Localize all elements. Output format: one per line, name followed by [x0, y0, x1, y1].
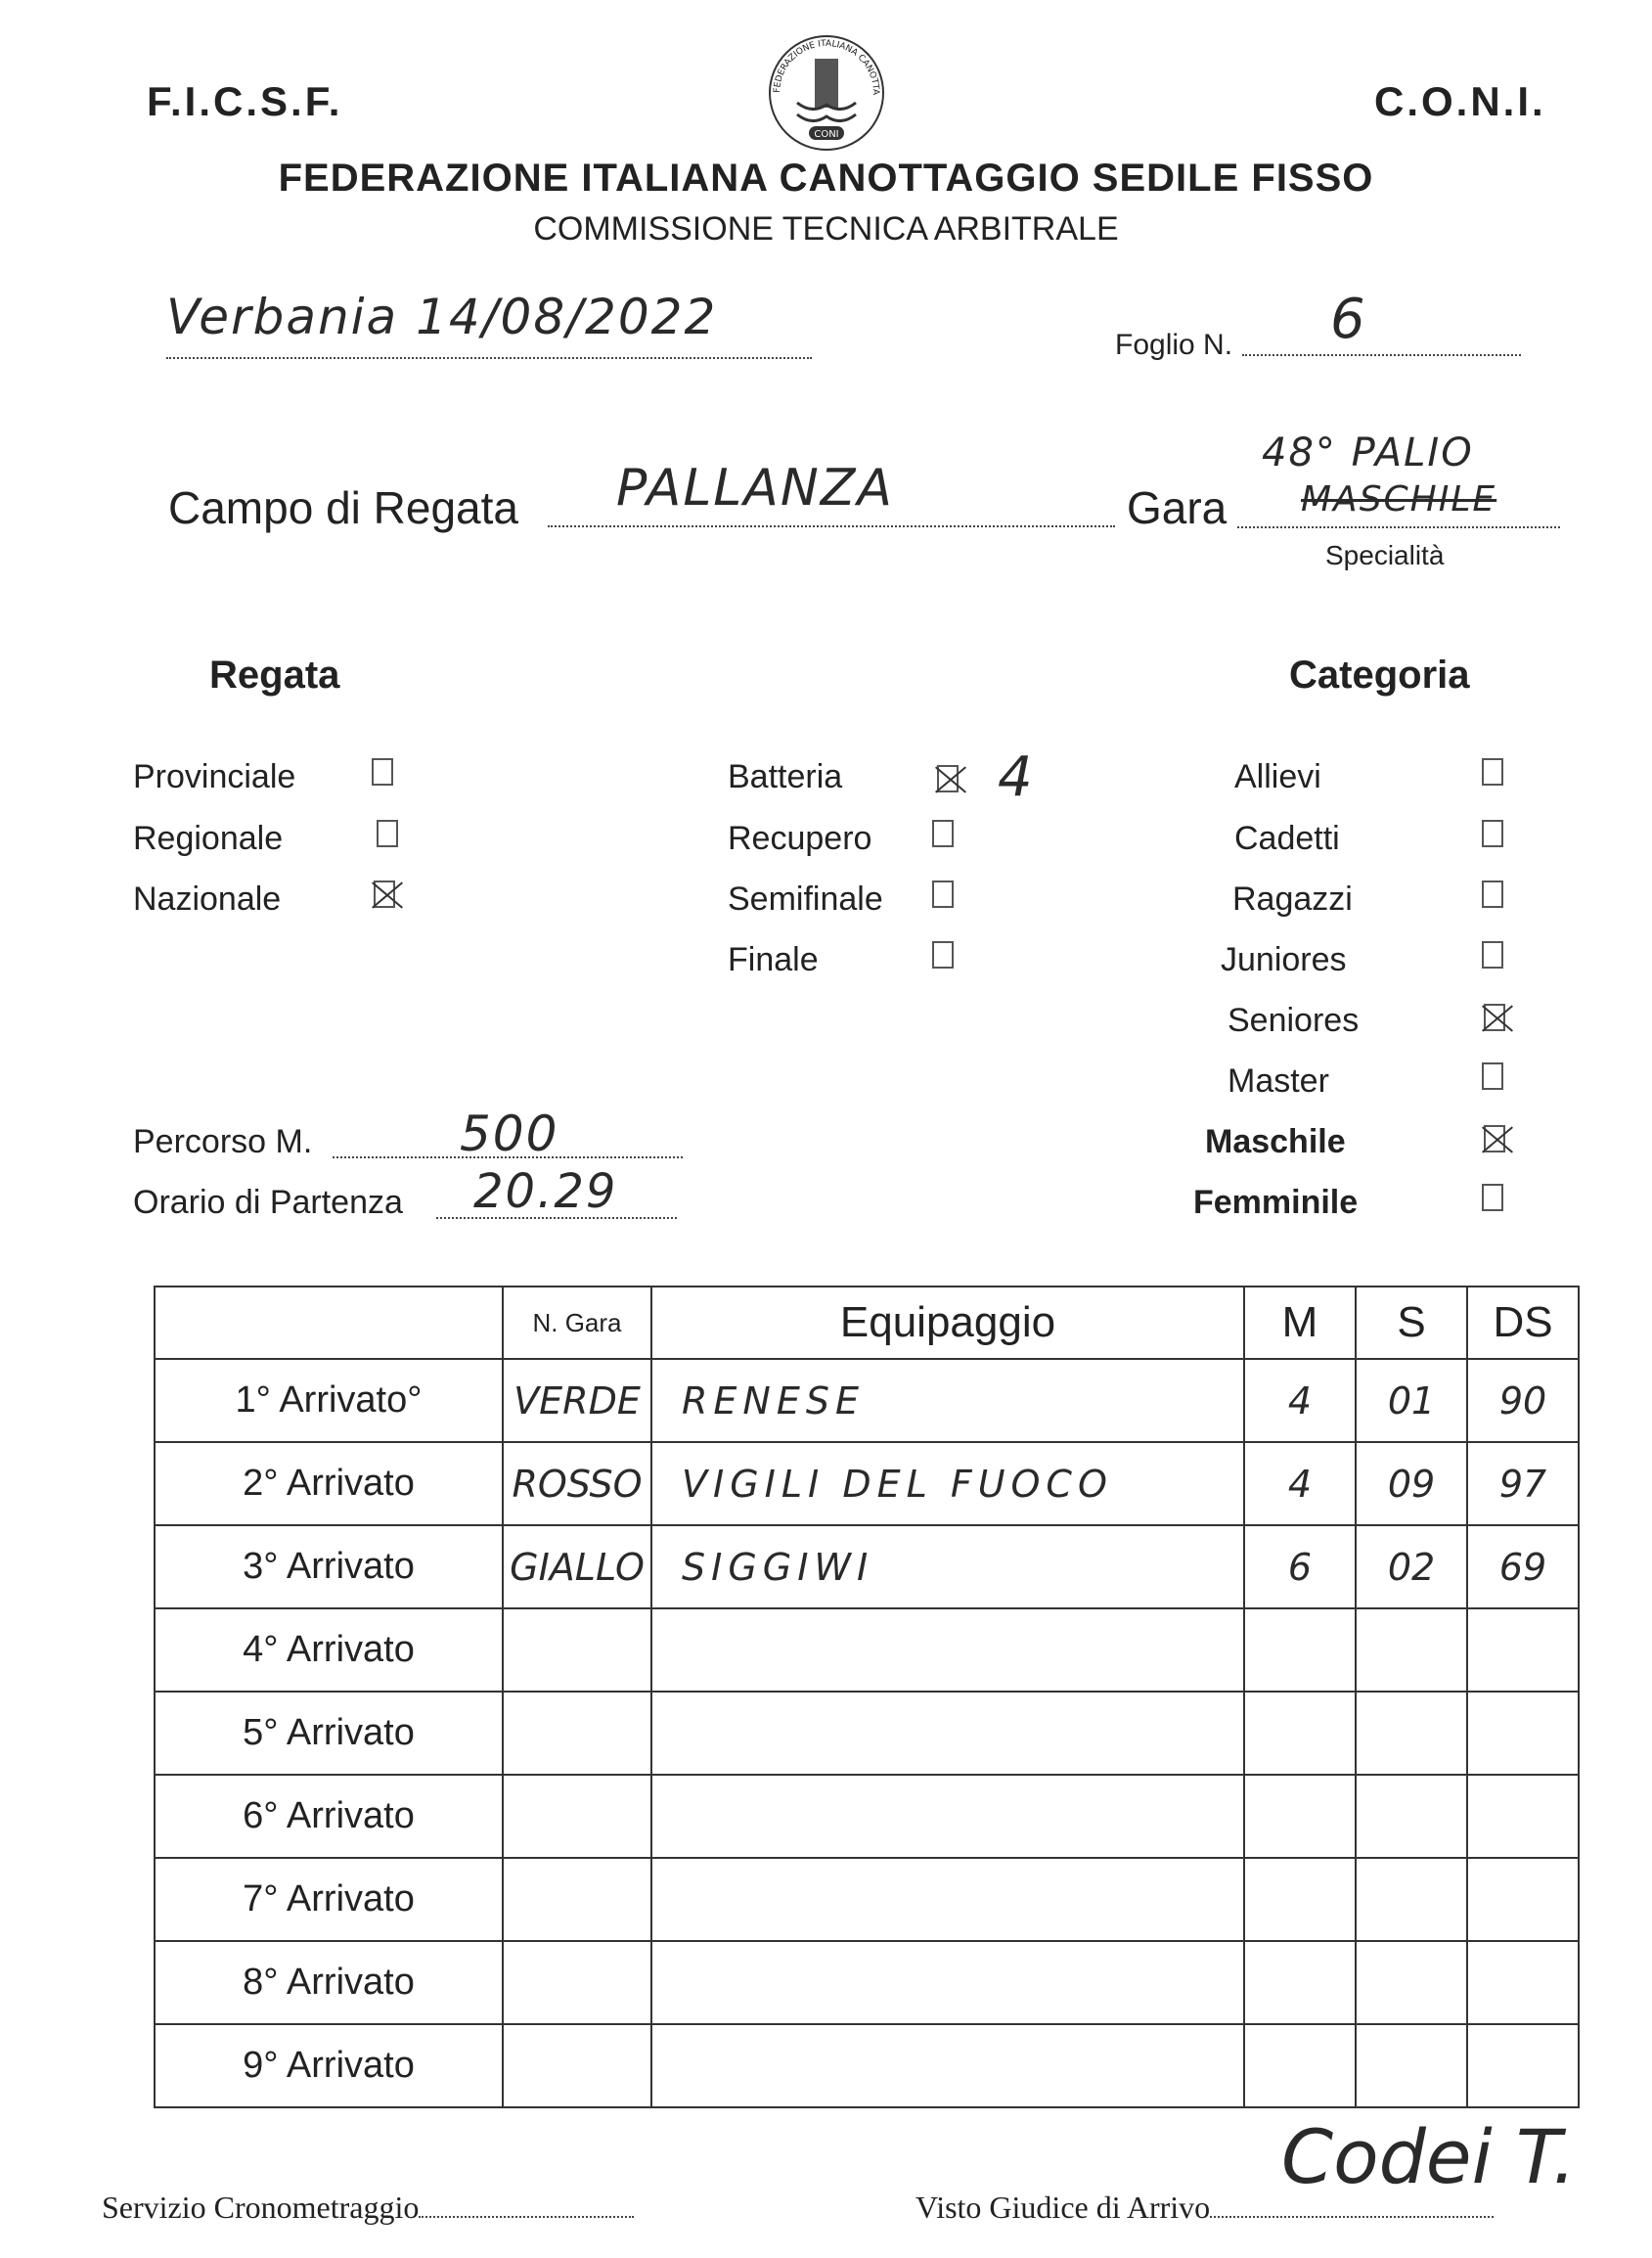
table-row: [155, 1941, 1579, 2024]
checkbox-maschile[interactable]: [1484, 1125, 1505, 1152]
position-cell: 3° Arrivato: [155, 1525, 503, 1608]
position-cell: 2° Arrivato: [155, 1442, 503, 1525]
race-label: Gara: [1127, 482, 1228, 533]
m-cell[interactable]: [1244, 1858, 1356, 1941]
timing-service-text: Servizio Cronometraggio: [102, 2190, 420, 2225]
table-row: [155, 1608, 1579, 1692]
header-m: M: [1244, 1287, 1356, 1359]
race-line1: 48° PALIO: [1262, 430, 1474, 475]
speciality-label: Specialità: [1325, 540, 1445, 570]
categoria-item-seniores: Seniores: [1228, 1002, 1360, 1039]
m-cell[interactable]: [1244, 1692, 1356, 1775]
race-line2: MASCHILE: [1301, 479, 1497, 519]
s-cell[interactable]: [1356, 1941, 1467, 2024]
left-abbreviation: F.I.C.S.F.: [147, 78, 343, 124]
crew-cell[interactable]: RENESE: [651, 1359, 1244, 1442]
checkbox-cadetti[interactable]: [1482, 820, 1503, 847]
ds-cell[interactable]: [1467, 1608, 1579, 1692]
num-cell[interactable]: [503, 1858, 651, 1941]
distance-label: Percorso M.: [133, 1123, 313, 1160]
regata-item-provinciale: Provinciale: [133, 758, 296, 795]
crew-cell[interactable]: SIGGIWI: [651, 1525, 1244, 1608]
table-row: [155, 2024, 1579, 2107]
header-num: N. Gara: [503, 1287, 651, 1359]
phase-item-semifinale: Semifinale: [728, 881, 883, 918]
crew-cell[interactable]: [651, 1941, 1244, 2024]
checkbox-recupero[interactable]: [932, 820, 954, 847]
place-date-value: Verbania 14/08/2022: [166, 289, 718, 345]
regata-item-nazionale: Nazionale: [133, 881, 282, 918]
distance-value: 500: [460, 1106, 559, 1162]
s-cell[interactable]: 02: [1356, 1525, 1467, 1608]
checkbox-regionale[interactable]: [377, 820, 398, 847]
table-row: [155, 1775, 1579, 1858]
phase-item-recupero: Recupero: [728, 820, 872, 857]
categoria-item-master: Master: [1228, 1062, 1329, 1100]
field-value-field: [548, 459, 1115, 527]
commission-subtitle: COMMISSIONE TECNICA ARBITRALE: [533, 210, 1119, 248]
s-cell[interactable]: 09: [1356, 1442, 1467, 1525]
m-cell[interactable]: 4: [1244, 1442, 1356, 1525]
ds-cell[interactable]: [1467, 1858, 1579, 1941]
place-date-field: [166, 289, 812, 359]
federation-title: FEDERAZIONE ITALIANA CANOTTAGGIO SEDILE FISSO: [278, 157, 1374, 200]
right-abbreviation: C.O.N.I.: [1374, 78, 1546, 124]
table-row: [155, 1442, 1579, 1525]
judge-label-text: Visto Giudice di Arrivo: [915, 2190, 1211, 2225]
crew-cell[interactable]: VIGILI DEL FUOCO: [651, 1442, 1244, 1525]
num-cell[interactable]: [503, 1775, 651, 1858]
checkbox-ragazzi[interactable]: [1482, 881, 1503, 908]
num-cell[interactable]: [503, 2024, 651, 2107]
header-s: S: [1356, 1287, 1467, 1359]
table-header-row: [155, 1287, 1579, 1359]
s-cell[interactable]: [1356, 1858, 1467, 1941]
categoria-item-femminile: Femminile: [1193, 1184, 1359, 1221]
categoria-item-allievi: Allievi: [1234, 758, 1321, 795]
position-cell: 4° Arrivato: [155, 1608, 503, 1692]
position-cell: 7° Arrivato: [155, 1858, 503, 1941]
categoria-item-cadetti: Cadetti: [1234, 820, 1340, 857]
s-cell[interactable]: [1356, 1775, 1467, 1858]
s-cell[interactable]: [1356, 1608, 1467, 1692]
m-cell[interactable]: [1244, 2024, 1356, 2107]
table-row: [155, 1359, 1579, 1442]
position-cell: 6° Arrivato: [155, 1775, 503, 1858]
position-cell: 5° Arrivato: [155, 1692, 503, 1775]
table-row: [155, 1858, 1579, 1941]
s-cell[interactable]: 01: [1356, 1359, 1467, 1442]
num-cell[interactable]: VERDE: [503, 1359, 651, 1442]
distance-field: [333, 1106, 683, 1162]
checkbox-allievi[interactable]: [1482, 758, 1503, 786]
checkbox-batteria[interactable]: [937, 765, 959, 792]
m-cell[interactable]: 4: [1244, 1359, 1356, 1442]
header-position: [155, 1287, 503, 1359]
s-cell[interactable]: [1356, 2024, 1467, 2107]
logo-ring-text: FEDERAZIONE ITALIANA CANOTTA: [772, 38, 881, 96]
sheet-number-field: [1242, 288, 1521, 356]
phase-item-batteria: Batteria: [728, 758, 843, 795]
categoria-item-juniores: Juniores: [1221, 941, 1347, 978]
start-time-field: [436, 1164, 677, 1219]
start-time-label: Orario di Partenza: [133, 1184, 403, 1221]
categoria-title: Categoria: [1289, 654, 1470, 697]
federation-logo: [758, 24, 895, 157]
regata-title: Regata: [209, 654, 340, 697]
categoria-item-maschile: Maschile: [1205, 1123, 1346, 1160]
checkbox-master[interactable]: [1482, 1062, 1503, 1090]
m-cell[interactable]: [1244, 1775, 1356, 1858]
sheet-number-value: 6: [1330, 288, 1367, 351]
checkbox-provinciale[interactable]: [372, 758, 393, 786]
num-cell[interactable]: [503, 1692, 651, 1775]
field-value: PALLANZA: [616, 459, 894, 518]
m-cell[interactable]: 6: [1244, 1525, 1356, 1608]
ds-cell[interactable]: [1467, 1692, 1579, 1775]
checkbox-juniores[interactable]: [1482, 941, 1503, 969]
checkbox-finale[interactable]: [932, 941, 954, 969]
ds-cell[interactable]: 90: [1467, 1359, 1579, 1442]
checkbox-femminile[interactable]: [1482, 1184, 1503, 1211]
position-cell: 1° Arrivato°: [155, 1359, 503, 1442]
checkbox-seniores[interactable]: [1484, 1004, 1505, 1031]
crew-cell[interactable]: [651, 1692, 1244, 1775]
s-cell[interactable]: [1356, 1692, 1467, 1775]
m-cell[interactable]: [1244, 1941, 1356, 2024]
m-cell[interactable]: [1244, 1608, 1356, 1692]
ds-cell[interactable]: [1467, 1775, 1579, 1858]
header-crew: Equipaggio: [651, 1287, 1244, 1359]
position-cell: 9° Arrivato: [155, 2024, 503, 2107]
num-cell[interactable]: GIALLO: [503, 1525, 651, 1608]
crew-cell[interactable]: [651, 2024, 1244, 2107]
ds-cell[interactable]: 97: [1467, 1442, 1579, 1525]
results-table: [154, 1286, 1580, 2108]
position-cell: 8° Arrivato: [155, 1941, 503, 2024]
num-cell[interactable]: ROSSO: [503, 1442, 651, 1525]
table-row: [155, 1692, 1579, 1775]
ds-cell[interactable]: [1467, 2024, 1579, 2107]
timing-service-label: [102, 2190, 634, 2226]
crew-cell[interactable]: [651, 1775, 1244, 1858]
ds-cell[interactable]: 69: [1467, 1525, 1579, 1608]
judge-signature: Codei T.: [1281, 2113, 1577, 2200]
logo-badge-text: CONI: [814, 129, 839, 140]
num-cell[interactable]: [503, 1608, 651, 1692]
categoria-item-ragazzi: Ragazzi: [1232, 881, 1353, 918]
crew-cell[interactable]: [651, 1858, 1244, 1941]
ds-cell[interactable]: [1467, 1941, 1579, 2024]
table-row: [155, 1525, 1579, 1608]
sheet-label: Foglio N.: [1115, 329, 1233, 361]
start-time-value: 20.29: [473, 1164, 618, 1219]
batteria-note: 4: [998, 745, 1035, 809]
num-cell[interactable]: [503, 1941, 651, 2024]
race-value-field: [1237, 479, 1560, 528]
judge-dots: [1210, 2216, 1494, 2218]
header-ds: DS: [1467, 1287, 1579, 1359]
phase-item-finale: Finale: [728, 941, 819, 978]
regata-item-regionale: Regionale: [133, 820, 284, 857]
checkbox-semifinale[interactable]: [932, 881, 954, 908]
crew-cell[interactable]: [651, 1608, 1244, 1692]
timing-service-dots: [419, 2216, 634, 2218]
field-label: Campo di Regata: [168, 482, 518, 533]
checkbox-nazionale[interactable]: [374, 881, 395, 908]
